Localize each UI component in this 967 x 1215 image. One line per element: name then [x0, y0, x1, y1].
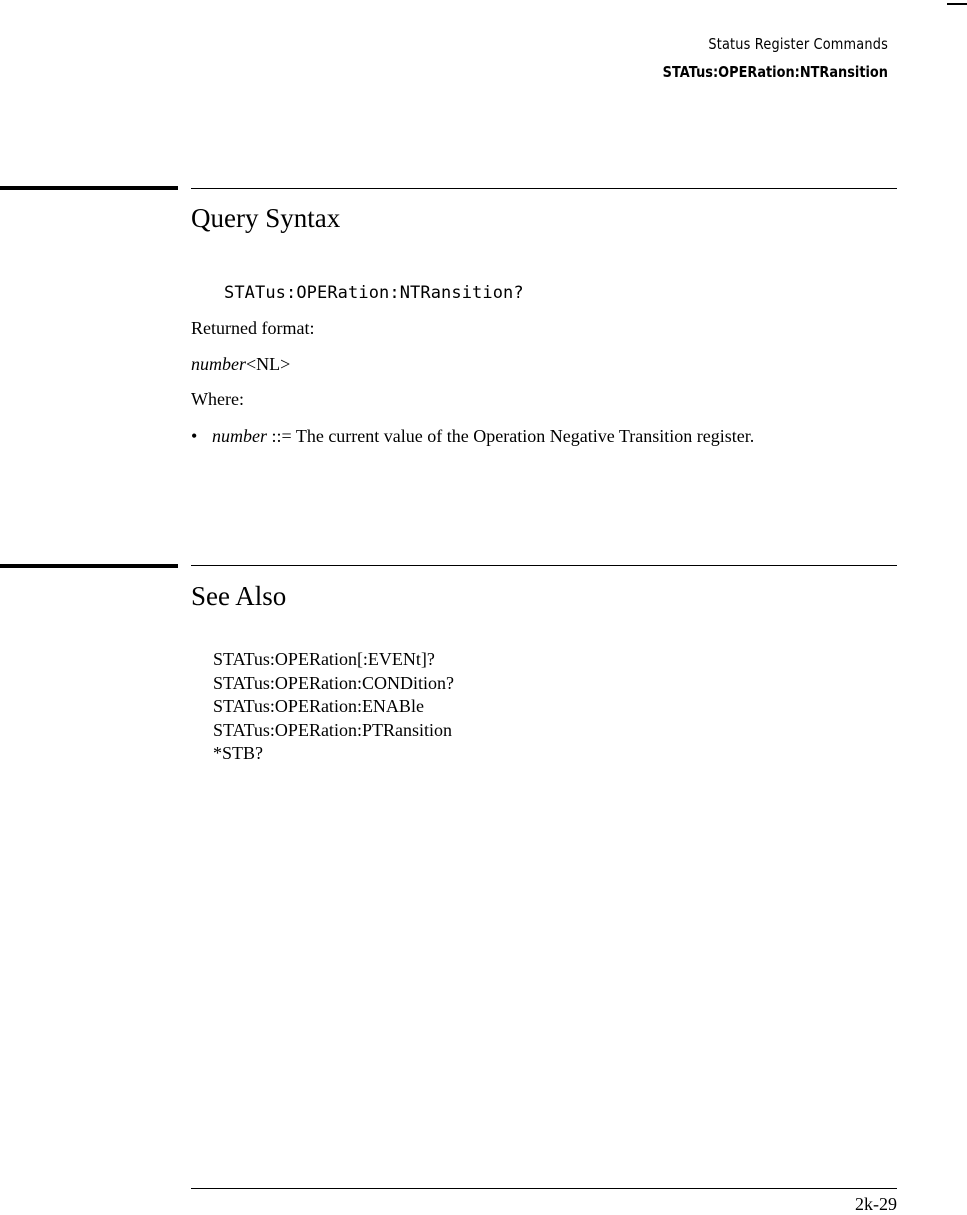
see-also-item: STATus:OPERation:PTRansition — [213, 719, 452, 740]
section-rule-thin — [191, 565, 897, 566]
footer-rule — [191, 1188, 897, 1189]
format-suffix: <NL> — [246, 354, 291, 374]
running-header — [626, 34, 888, 82]
parameter-name: number — [212, 426, 267, 446]
page-number: 2k-29 — [855, 1194, 897, 1214]
section-rule-thick — [0, 564, 178, 568]
see-also-item: STATus:OPERation:ENABle — [213, 696, 424, 716]
parameter-text — [212, 425, 851, 448]
parameter-item — [191, 425, 851, 448]
parameter-description: The current value of the Operation Negative Transition register. — [295, 426, 755, 446]
section-rule-thin — [191, 188, 897, 189]
page-corner-mark — [947, 3, 967, 5]
returned-format-label: Returned format: — [191, 318, 315, 338]
see-also-item: STATus:OPERation:CONDition? — [213, 672, 454, 693]
parameter-separator: ::= — [267, 426, 296, 446]
format-param: number — [191, 354, 246, 374]
query-syntax-heading: Query Syntax — [191, 203, 341, 233]
see-also-list — [213, 648, 454, 766]
where-label: Where: — [191, 389, 244, 409]
returned-format — [191, 353, 290, 375]
header-category: Status Register Commands — [708, 35, 888, 53]
see-also-item: STATus:OPERation[:EVENt]? — [213, 649, 435, 669]
section-rule-thick — [0, 186, 178, 190]
see-also-heading: See Also — [191, 581, 287, 611]
bullet-icon: • — [191, 426, 198, 446]
header-command: STATus:OPERation:NTRansition — [662, 63, 888, 81]
see-also-item: *STB? — [213, 743, 264, 763]
query-command: STATus:OPERation:NTRansition? — [224, 283, 524, 303]
